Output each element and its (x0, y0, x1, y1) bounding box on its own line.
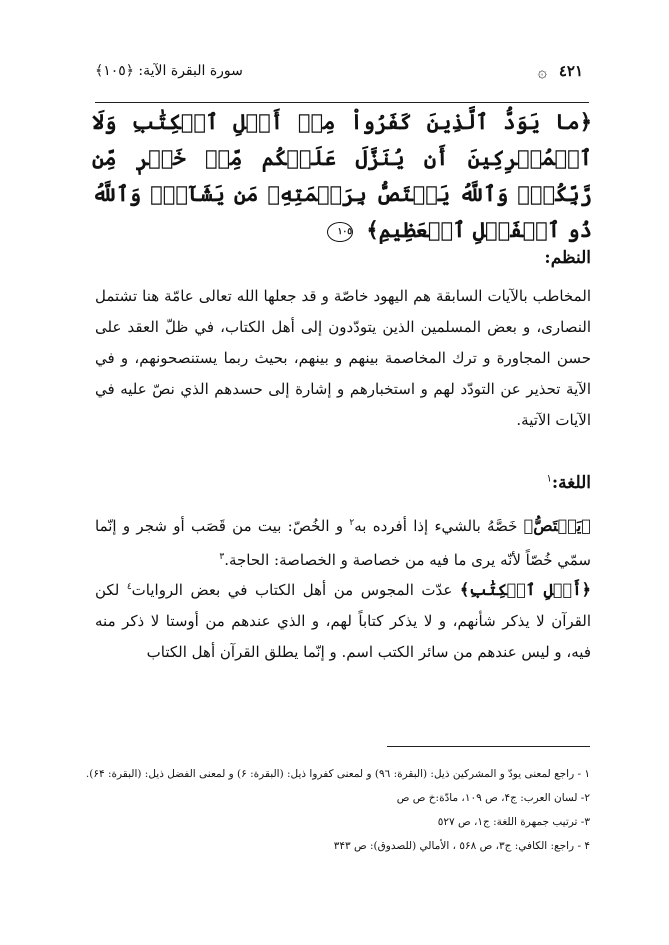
footnote-divider (387, 746, 590, 747)
footnote-ref-3: ٣ (219, 552, 225, 562)
entry1-text-a: خَصَّهُ بالشيء إذا أفرده به (354, 517, 524, 535)
footnote-4: ۴ - راجع: الكافي: ج٣، ص ٥۶٨ ، الأمالي (للصدوق): ص ٣۴٣ (333, 840, 590, 852)
keyword-yakhtass: ﴿يَخۡتَصُّ﴾ (523, 516, 591, 535)
surah-verse-title: سورة البقرة الآية: ﴿١٠٥﴾ (95, 63, 243, 79)
footnotes (70, 762, 590, 858)
lugha-entry-ahl-al-kitab (95, 572, 591, 668)
nazm-paragraph: المخاطب بالآيات السابقة هم اليهود خاصّة و قد جعلها الله تعالى عامّة هنا تشتمل النصارى، و بعض المسلمين الذين يتودّدون إلى أهل الكتاب، في ظلّ العقد على حسن المجاورة و ترك المخاصمة بينهم و بينهم، بحيث ربما يستنصحونهم، و في الآية تحذير عن التودّد لهم و استخبارهم و إشارة إلى حسدهم الذي نصّ عليه في الآيات الآتية. (95, 287, 591, 429)
entry2-text-a: عدّت المجوس من أهل الكتاب في بعض الروايات (131, 581, 460, 599)
entry1-text-b: و الخُصّ: بيت من قَصَب أو شجر و إنّما سمّي خُصّاً لأنّه يرى ما فيه من خصاصة و الخصاصة: الحاجة. (95, 517, 591, 569)
keyword-ahl-al-kitab: ﴿أَهۡلِ ٱلۡكِتَٰبِ﴾ (459, 580, 592, 599)
lugha-title-footnote-ref: ١ (546, 473, 552, 485)
entry2-text-b: لكن القرآن لا يذكر شأنهم، و لا يذكر كتاباً لهم، و الذي عندهم من أوستا لا ذكر منه فيه، و ليس عندهم من سائر الكتب اسم. و إنّما يطلق القرآن أهل الكتاب (95, 581, 591, 661)
footnote-1: ١ - راجع لمعنى يودّ و المشركين ذيل: (البقرة: ٩٦) و لمعنى كفروا ذيل: (البقرة: ۶) و لمعنى الفضل ذيل: (البقرة: ۶۴). (85, 768, 590, 780)
lugha-title-text: اللغة: (551, 473, 591, 493)
quran-verse (92, 104, 592, 248)
section-title-nazm: النظم: (544, 248, 591, 268)
footnote-ref-4: ٤ (126, 582, 132, 592)
section-title-lugha (547, 473, 592, 493)
page-header (95, 40, 589, 103)
footnote-3: ٣- ترتيب جمهرة اللغة: ج١، ص ٥٢٧ (437, 816, 590, 828)
ornament-icon: ۞ (537, 61, 547, 81)
page-number: ٤٢١ (558, 62, 583, 80)
lugha-entry-yakhtass (95, 508, 591, 576)
verse-number-medallion: ١٠٥ (327, 222, 353, 242)
footnote-ref-2: ٢ (349, 518, 355, 528)
verse-text: ﴿ما يَوَدُّ ٱلَّذِينَ كَفَرُواْ مِنۡ أَهۡلِ ٱلۡكِتَٰبِ وَلَا ٱلۡمُشۡرِكِينَ أَن يُنَزَّلَ عَلَيۡكُم مِّنۡ خَيۡرٖ مِّن رَّبِّكُمۡۚ وَٱللَّهُ يَخۡتَصُّ بِرَحۡمَتِهِۦ مَن يَشَآءُۚ وَٱللَّهُ ذُو ٱلۡفَضۡلِ ٱلۡعَظِيمِ﴾ (92, 109, 592, 242)
footnote-2: ٢- لسان العرب: ج۴، ص ١٠٩، مادّة:خ ص ص (396, 792, 590, 804)
